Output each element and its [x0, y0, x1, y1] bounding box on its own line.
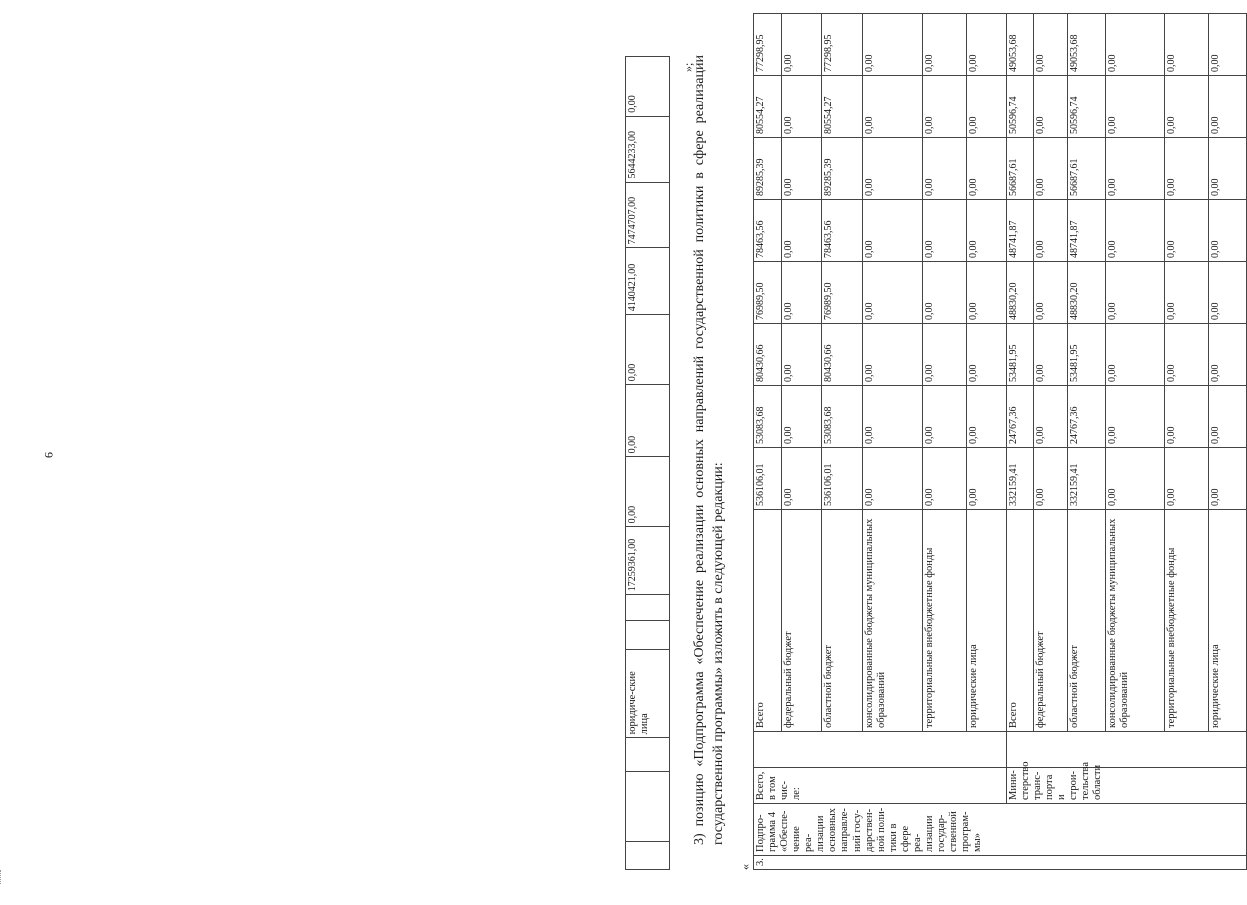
- value-cell: 49053,68: [1007, 14, 1034, 76]
- value-cell: 0,00: [1034, 262, 1068, 324]
- value-cell: 0,00: [967, 448, 1007, 510]
- value-cell: 0,00: [967, 138, 1007, 200]
- funding-source-label: юридические лица: [967, 510, 1007, 732]
- value-cell: 24767,36: [1007, 386, 1034, 448]
- table-cell: 5644233,00: [626, 116, 670, 182]
- previous-table-fragment: [625, 56, 670, 870]
- value-cell: 0,00: [1165, 138, 1209, 200]
- value-cell: 0,00: [923, 324, 967, 386]
- value-cell: 0,00: [1165, 14, 1209, 76]
- value-cell: 0,00: [923, 138, 967, 200]
- amendment-paragraph: 3) позицию «Подпрограмма «Обеспечение реализации основных направлений государственной политики в сфере реализации государственной программы» изложить в следующей редакции:: [692, 55, 726, 845]
- value-cell: 0,00: [863, 200, 923, 262]
- value-cell: 0,00: [782, 138, 822, 200]
- value-cell: 76989,50: [822, 262, 863, 324]
- value-cell: 0,00: [1209, 200, 1247, 262]
- value-cell: 0,00: [782, 262, 822, 324]
- value-cell: 0,00: [863, 76, 923, 138]
- value-cell: 80554,27: [754, 76, 782, 138]
- value-cell: 0,00: [923, 448, 967, 510]
- value-cell: 77298,95: [822, 14, 863, 76]
- table-cell: 0,00: [626, 457, 670, 527]
- funding-source-label: территориальные внебюджетные фонды: [923, 510, 967, 732]
- value-cell: 0,00: [967, 14, 1007, 76]
- funding-source-label: Всего: [754, 510, 782, 732]
- funding-source-label: федеральный бюджет: [1034, 510, 1068, 732]
- value-cell: 0,00: [782, 200, 822, 262]
- funding-source-label: областной бюджет: [822, 510, 863, 732]
- value-cell: 77298,95: [754, 14, 782, 76]
- value-cell: 48830,20: [1007, 262, 1034, 324]
- value-cell: 0,00: [1106, 262, 1165, 324]
- funding-source-label: консолидированные бюджеты муниципальных образований: [1106, 510, 1165, 732]
- value-cell: 0,00: [1165, 262, 1209, 324]
- value-cell: 0,00: [923, 76, 967, 138]
- value-cell: 0,00: [967, 262, 1007, 324]
- value-cell: 53481,95: [1007, 324, 1034, 386]
- value-cell: 0,00: [1209, 386, 1247, 448]
- value-cell: 0,00: [1106, 76, 1165, 138]
- value-cell: 80430,66: [754, 324, 782, 386]
- value-cell: 0,00: [1034, 200, 1068, 262]
- value-cell: 0,00: [1034, 14, 1068, 76]
- row-number: 3.: [754, 856, 1247, 870]
- value-cell: 89285,39: [754, 138, 782, 200]
- value-cell: 0,00: [1209, 76, 1247, 138]
- value-cell: 0,00: [923, 14, 967, 76]
- value-cell: 0,00: [782, 386, 822, 448]
- table-cell: 7474707,00: [626, 182, 670, 248]
- table-cell: [1007, 732, 1247, 768]
- value-cell: 0,00: [1106, 200, 1165, 262]
- value-cell: 0,00: [1034, 138, 1068, 200]
- executor-ministry: Мини-стерство транс-порта и строи-тельства области: [1007, 768, 1247, 804]
- value-cell: 76989,50: [754, 262, 782, 324]
- value-cell: 0,00: [967, 200, 1007, 262]
- value-cell: 0,00: [967, 386, 1007, 448]
- value-cell: 53083,68: [822, 386, 863, 448]
- value-cell: 0,00: [1034, 324, 1068, 386]
- value-cell: 0,00: [863, 386, 923, 448]
- funding-source-label: федеральный бюджет: [782, 510, 822, 732]
- value-cell: 0,00: [1106, 386, 1165, 448]
- subprogram-name: Подпро-грамма 4 «Обеспе-чение реа-лизации основных направле-ний госу-дарствен-ной поли-тики в сфере реа-лизации государ-ственной програм-мы»: [754, 804, 1247, 856]
- value-cell: 0,00: [782, 324, 822, 386]
- table-cell: [626, 738, 670, 771]
- value-cell: 0,00: [863, 14, 923, 76]
- value-cell: 0,00: [782, 14, 822, 76]
- table-cell: [626, 621, 670, 649]
- value-cell: 0,00: [1165, 200, 1209, 262]
- closing-quote: »;: [681, 62, 695, 72]
- table-cell: [626, 595, 670, 621]
- value-cell: 49053,68: [1068, 14, 1106, 76]
- value-cell: 0,00: [1209, 262, 1247, 324]
- opening-quote: «: [738, 864, 752, 870]
- value-cell: 0,00: [1106, 138, 1165, 200]
- value-cell: 56687,61: [1068, 138, 1106, 200]
- value-cell: 0,00: [923, 262, 967, 324]
- funding-source-label: территориальные внебюджетные фонды: [1165, 510, 1209, 732]
- table-cell: 0,00: [626, 57, 670, 117]
- value-cell: 332159,41: [1068, 448, 1106, 510]
- funding-source-label: Всего: [1007, 510, 1034, 732]
- value-cell: 0,00: [863, 138, 923, 200]
- value-cell: 0,00: [863, 262, 923, 324]
- table-row: [1007, 14, 1034, 870]
- value-cell: 89285,39: [822, 138, 863, 200]
- funding-source-label: юридические лица: [1209, 510, 1247, 732]
- value-cell: 536106,01: [822, 448, 863, 510]
- value-cell: 78463,56: [822, 200, 863, 262]
- value-cell: 0,00: [1165, 448, 1209, 510]
- table-row: [626, 57, 670, 870]
- value-cell: 0,00: [782, 76, 822, 138]
- value-cell: 332159,41: [1007, 448, 1034, 510]
- value-cell: 0,00: [1165, 386, 1209, 448]
- row-label: юридиче-ские лица: [626, 649, 670, 738]
- value-cell: 0,00: [1165, 324, 1209, 386]
- value-cell: 56687,61: [1007, 138, 1034, 200]
- value-cell: 80554,27: [822, 76, 863, 138]
- value-cell: 0,00: [1165, 76, 1209, 138]
- table-cell: 4140421,00: [626, 248, 670, 315]
- value-cell: 50596,74: [1007, 76, 1034, 138]
- value-cell: 0,00: [1106, 14, 1165, 76]
- table-cell: 0,00: [626, 315, 670, 385]
- value-cell: 0,00: [967, 76, 1007, 138]
- value-cell: 80430,66: [822, 324, 863, 386]
- value-cell: 0,00: [1209, 14, 1247, 76]
- value-cell: 48741,87: [1068, 200, 1106, 262]
- value-cell: 0,00: [923, 200, 967, 262]
- value-cell: 0,00: [923, 386, 967, 448]
- table-cell: 0,00: [626, 385, 670, 457]
- value-cell: 53083,68: [754, 386, 782, 448]
- value-cell: 48741,87: [1007, 200, 1034, 262]
- funding-source-label: областной бюджет: [1068, 510, 1106, 732]
- table-cell: [754, 732, 1007, 768]
- value-cell: 48830,20: [1068, 262, 1106, 324]
- binding-mark: [0, 870, 16, 884]
- value-cell: 0,00: [1106, 324, 1165, 386]
- value-cell: 536106,01: [754, 448, 782, 510]
- funding-source-label: консолидированные бюджеты муниципальных образований: [863, 510, 923, 732]
- executor-total-label: Всего, в том чис-ле:: [754, 768, 1007, 804]
- value-cell: 0,00: [863, 448, 923, 510]
- value-cell: 0,00: [863, 324, 923, 386]
- value-cell: 24767,36: [1068, 386, 1106, 448]
- page-number: 9: [42, 452, 56, 458]
- table-row: [754, 14, 782, 870]
- subprogram-table: [753, 13, 1247, 870]
- rotated-content: [625, 34, 1221, 870]
- value-cell: 0,00: [1209, 138, 1247, 200]
- value-cell: 0,00: [1034, 386, 1068, 448]
- table-cell: [626, 841, 670, 869]
- value-cell: 0,00: [1034, 76, 1068, 138]
- value-cell: 0,00: [1209, 448, 1247, 510]
- value-cell: 78463,56: [754, 200, 782, 262]
- value-cell: 0,00: [1106, 448, 1165, 510]
- value-cell: 0,00: [1034, 448, 1068, 510]
- value-cell: 0,00: [782, 448, 822, 510]
- table-cell: [626, 771, 670, 841]
- value-cell: 50596,74: [1068, 76, 1106, 138]
- value-cell: 53481,95: [1068, 324, 1106, 386]
- value-cell: 0,00: [1209, 324, 1247, 386]
- value-cell: 0,00: [967, 324, 1007, 386]
- table-cell: 17259361,00: [626, 527, 670, 595]
